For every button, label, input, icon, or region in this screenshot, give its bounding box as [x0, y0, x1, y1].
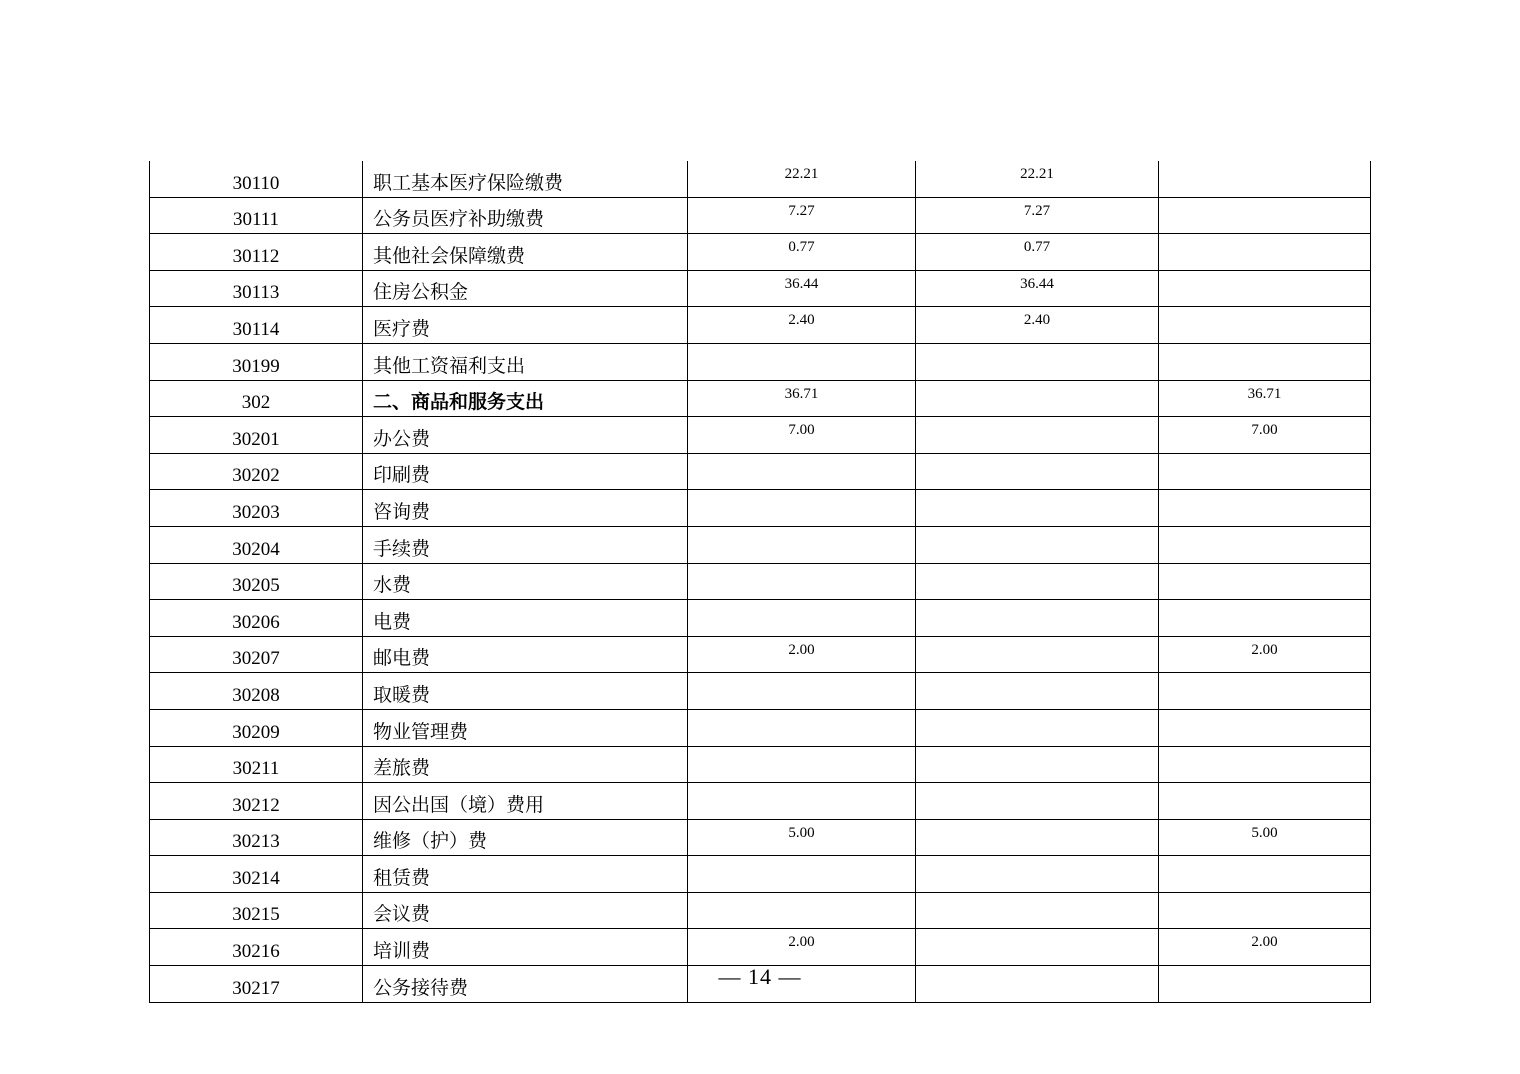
code-cell: 30216: [150, 929, 363, 966]
code-cell: 30205: [150, 563, 363, 600]
basic-expenditure-cell: [916, 636, 1159, 673]
total-amount-cell: [688, 783, 916, 820]
item-name-cell: 因公出国（境）费用: [363, 783, 688, 820]
basic-expenditure-cell: [916, 856, 1159, 893]
basic-expenditure-cell: 36.44: [916, 270, 1159, 307]
code-cell: 30208: [150, 673, 363, 710]
total-amount-cell: 0.77: [688, 234, 916, 271]
project-expenditure-cell: [1159, 746, 1371, 783]
table-row: [150, 161, 1371, 197]
code-cell: 30207: [150, 636, 363, 673]
total-amount-cell: [688, 343, 916, 380]
total-amount-cell: 2.00: [688, 929, 916, 966]
item-name-cell: 二、商品和服务支出: [363, 380, 688, 417]
project-expenditure-cell: [1159, 856, 1371, 893]
project-expenditure-cell: [1159, 490, 1371, 527]
code-cell: 302: [150, 380, 363, 417]
code-cell: 30114: [150, 307, 363, 344]
table-row: [150, 453, 1371, 490]
table-row: [150, 490, 1371, 527]
total-amount-cell: 7.00: [688, 417, 916, 454]
table-row: [150, 819, 1371, 856]
item-name-cell: 办公费: [363, 417, 688, 454]
code-cell: 30199: [150, 343, 363, 380]
code-cell: 30204: [150, 526, 363, 563]
project-expenditure-cell: [1159, 234, 1371, 271]
total-amount-cell: [688, 490, 916, 527]
item-name-cell: 电费: [363, 600, 688, 637]
total-amount-cell: 7.27: [688, 197, 916, 234]
item-name-cell: 邮电费: [363, 636, 688, 673]
code-cell: 30110: [150, 161, 363, 197]
project-expenditure-cell: [1159, 600, 1371, 637]
project-expenditure-cell: [1159, 343, 1371, 380]
item-name-cell: 物业管理费: [363, 709, 688, 746]
total-amount-cell: [688, 746, 916, 783]
total-amount-cell: [688, 673, 916, 710]
basic-expenditure-cell: [916, 892, 1159, 929]
basic-expenditure-cell: 2.40: [916, 307, 1159, 344]
code-cell: 30209: [150, 709, 363, 746]
table-row: [150, 709, 1371, 746]
project-expenditure-cell: [1159, 709, 1371, 746]
item-name-cell: 公务接待费: [363, 966, 688, 1003]
total-amount-cell: 36.44: [688, 270, 916, 307]
basic-expenditure-cell: [916, 343, 1159, 380]
table-row: [150, 600, 1371, 637]
basic-expenditure-cell: [916, 563, 1159, 600]
code-cell: 30217: [150, 966, 363, 1003]
total-amount-cell: [688, 709, 916, 746]
total-amount-cell: [688, 600, 916, 637]
table-row: [150, 526, 1371, 563]
item-name-cell: 租赁费: [363, 856, 688, 893]
item-name-cell: 维修（护）费: [363, 819, 688, 856]
table-row: [150, 234, 1371, 271]
project-expenditure-cell: [1159, 161, 1371, 197]
project-expenditure-cell: [1159, 197, 1371, 234]
code-cell: 30215: [150, 892, 363, 929]
total-amount-cell: 36.71: [688, 380, 916, 417]
table-row: [150, 892, 1371, 929]
table-body: [150, 161, 1371, 1002]
project-expenditure-cell: [1159, 673, 1371, 710]
total-amount-cell: [688, 526, 916, 563]
code-cell: 30203: [150, 490, 363, 527]
project-expenditure-cell: 2.00: [1159, 929, 1371, 966]
project-expenditure-cell: 36.71: [1159, 380, 1371, 417]
code-cell: 30202: [150, 453, 363, 490]
total-amount-cell: 2.00: [688, 636, 916, 673]
basic-expenditure-cell: [916, 746, 1159, 783]
basic-expenditure-cell: 7.27: [916, 197, 1159, 234]
table-row: [150, 673, 1371, 710]
total-amount-cell: [688, 563, 916, 600]
table-row: [150, 343, 1371, 380]
basic-expenditure-cell: [916, 417, 1159, 454]
basic-expenditure-cell: [916, 600, 1159, 637]
code-cell: 30206: [150, 600, 363, 637]
project-expenditure-cell: [1159, 783, 1371, 820]
basic-expenditure-cell: [916, 380, 1159, 417]
basic-expenditure-cell: [916, 783, 1159, 820]
total-amount-cell: [688, 856, 916, 893]
basic-expenditure-cell: [916, 526, 1159, 563]
basic-expenditure-cell: [916, 709, 1159, 746]
item-name-cell: 医疗费: [363, 307, 688, 344]
item-name-cell: 取暖费: [363, 673, 688, 710]
table-row: [150, 746, 1371, 783]
code-cell: 30214: [150, 856, 363, 893]
basic-expenditure-cell: [916, 673, 1159, 710]
total-amount-cell: 2.40: [688, 307, 916, 344]
item-name-cell: 印刷费: [363, 453, 688, 490]
code-cell: 30212: [150, 783, 363, 820]
project-expenditure-cell: [1159, 270, 1371, 307]
item-name-cell: 住房公积金: [363, 270, 688, 307]
basic-expenditure-cell: 0.77: [916, 234, 1159, 271]
table-row: [150, 563, 1371, 600]
item-name-cell: 职工基本医疗保险缴费: [363, 161, 688, 197]
code-cell: 30211: [150, 746, 363, 783]
project-expenditure-cell: 7.00: [1159, 417, 1371, 454]
project-expenditure-cell: [1159, 453, 1371, 490]
basic-expenditure-cell: [916, 819, 1159, 856]
item-name-cell: 公务员医疗补助缴费: [363, 197, 688, 234]
code-cell: 30111: [150, 197, 363, 234]
item-name-cell: 其他工资福利支出: [363, 343, 688, 380]
table-row: [150, 307, 1371, 344]
table-row: [150, 783, 1371, 820]
item-name-cell: 培训费: [363, 929, 688, 966]
item-name-cell: 其他社会保障缴费: [363, 234, 688, 271]
basic-expenditure-cell: 22.21: [916, 161, 1159, 197]
table-row: [150, 270, 1371, 307]
table-row: [150, 856, 1371, 893]
table-row: [150, 636, 1371, 673]
project-expenditure-cell: [1159, 307, 1371, 344]
project-expenditure-cell: [1159, 563, 1371, 600]
project-expenditure-cell: 2.00: [1159, 636, 1371, 673]
total-amount-cell: 22.21: [688, 161, 916, 197]
total-amount-cell: [688, 892, 916, 929]
item-name-cell: 手续费: [363, 526, 688, 563]
item-name-cell: 会议费: [363, 892, 688, 929]
project-expenditure-cell: 5.00: [1159, 819, 1371, 856]
page-number: — 14 —: [718, 964, 802, 989]
table-row: [150, 929, 1371, 966]
budget-table: [149, 161, 1371, 1003]
item-name-cell: 差旅费: [363, 746, 688, 783]
item-name-cell: 水费: [363, 563, 688, 600]
item-name-cell: 咨询费: [363, 490, 688, 527]
basic-expenditure-cell: [916, 929, 1159, 966]
project-expenditure-cell: [1159, 526, 1371, 563]
total-amount-cell: 5.00: [688, 819, 916, 856]
table-row: [150, 417, 1371, 454]
total-amount-cell: [688, 453, 916, 490]
code-cell: 30113: [150, 270, 363, 307]
project-expenditure-cell: [1159, 892, 1371, 929]
code-cell: 30112: [150, 234, 363, 271]
basic-expenditure-cell: [916, 490, 1159, 527]
code-cell: 30201: [150, 417, 363, 454]
table-row: [150, 197, 1371, 234]
code-cell: 30213: [150, 819, 363, 856]
table-row: [150, 380, 1371, 417]
basic-expenditure-cell: [916, 453, 1159, 490]
